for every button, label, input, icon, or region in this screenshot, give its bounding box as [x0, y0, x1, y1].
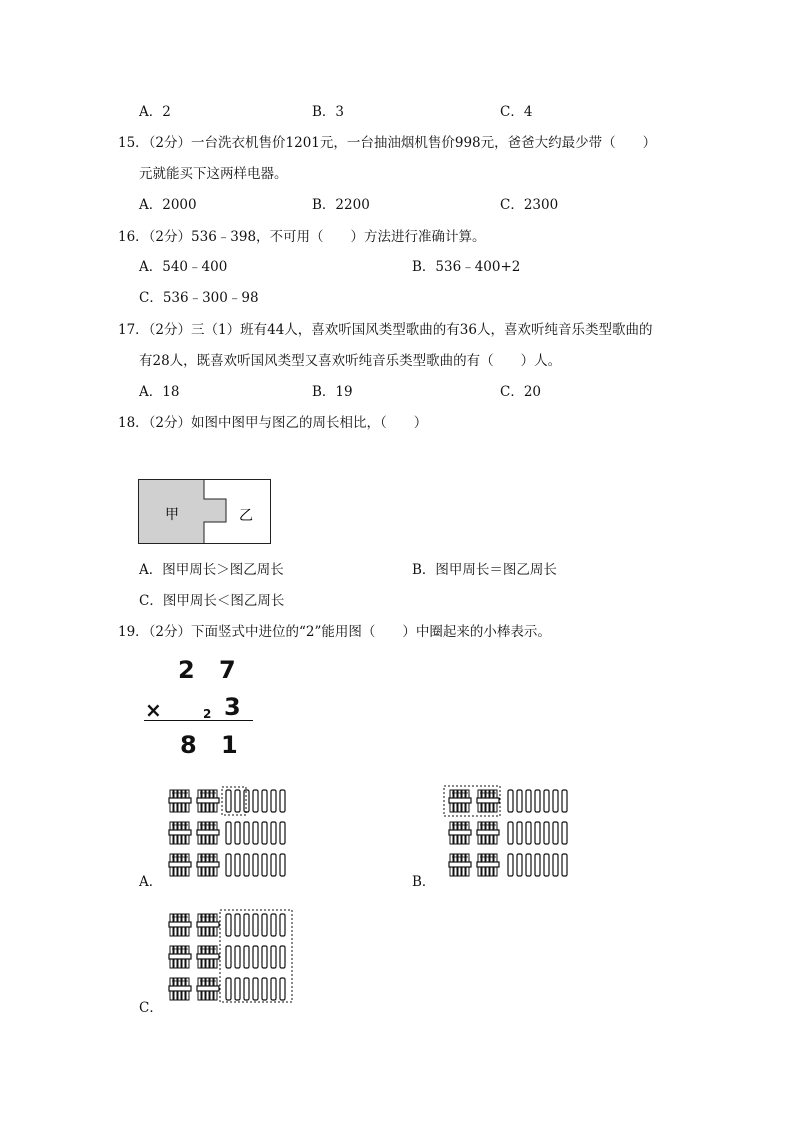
- single-stick: [508, 790, 513, 812]
- stick-bundle: [449, 854, 471, 876]
- single-stick: [526, 822, 531, 844]
- q17-option-b: B．19: [312, 384, 353, 400]
- q19-stem: 19．（2分）下面竖式中进位的“2”能用图（ ）中圈起来的小棒表示。: [118, 624, 551, 640]
- single-stick: [535, 822, 540, 844]
- single-stick: [244, 822, 249, 844]
- stick-bundle: [477, 790, 499, 812]
- single-stick: [253, 854, 258, 876]
- single-stick: [253, 790, 258, 812]
- q17-stem-line1: 17．（2分）三（1）班有44人，喜欢听国风类型歌曲的有36人，喜欢听纯音乐类型歌曲的: [118, 322, 653, 338]
- stick-bundle: [197, 946, 219, 968]
- single-stick: [544, 822, 549, 844]
- single-stick: [517, 854, 522, 876]
- single-stick: [517, 790, 522, 812]
- q14-option-b: B．3: [312, 104, 345, 120]
- stick-bundle: [197, 914, 219, 936]
- carry-digit: 2: [203, 707, 212, 721]
- single-stick: [253, 822, 258, 844]
- single-stick: [262, 822, 267, 844]
- single-stick: [535, 790, 540, 812]
- q16-option-c: C．536﹣300﹣98: [139, 290, 259, 306]
- single-stick: [235, 790, 240, 812]
- single-stick: [553, 854, 558, 876]
- single-stick: [253, 946, 258, 968]
- stick-bundle: [477, 822, 499, 844]
- vertical-result-ones: 1: [221, 731, 238, 759]
- q17-stem-line2: 有28人，既喜欢听国风类型又喜欢听纯音乐类型歌曲的有（ ）人。: [139, 353, 562, 369]
- single-stick: [235, 822, 240, 844]
- stick-bundle: [169, 790, 191, 812]
- single-stick: [262, 946, 267, 968]
- single-stick: [226, 978, 231, 1000]
- single-stick: [544, 854, 549, 876]
- sticks-figure-c: [166, 910, 296, 1006]
- vertical-multiplier: 3: [224, 693, 241, 721]
- single-stick: [544, 790, 549, 812]
- stick-bundle: [449, 822, 471, 844]
- single-stick: [562, 822, 567, 844]
- q16-option-a: A．540﹣400: [139, 259, 228, 275]
- single-stick: [508, 822, 513, 844]
- single-stick: [271, 822, 276, 844]
- stick-bundle: [449, 790, 471, 812]
- single-stick: [271, 978, 276, 1000]
- single-stick: [553, 790, 558, 812]
- stick-bundle: [197, 978, 219, 1000]
- shape-jia-label: 甲: [165, 507, 179, 523]
- stick-bundle: [197, 822, 219, 844]
- single-stick: [262, 978, 267, 1000]
- times-sign: ×: [145, 698, 162, 722]
- single-stick: [226, 946, 231, 968]
- single-stick: [562, 790, 567, 812]
- single-stick: [244, 946, 249, 968]
- single-stick: [280, 978, 285, 1000]
- single-stick: [271, 854, 276, 876]
- single-stick: [271, 946, 276, 968]
- q19-option-a-label: A．: [139, 874, 163, 890]
- single-stick: [262, 790, 267, 812]
- vertical-top-ones: 7: [219, 656, 236, 684]
- single-stick: [253, 914, 258, 936]
- stick-bundle: [169, 946, 191, 968]
- single-stick: [280, 790, 285, 812]
- q17-option-a: A．18: [139, 384, 180, 400]
- q18-option-b: B．图甲周长＝图乙周长: [412, 562, 557, 578]
- single-stick: [226, 914, 231, 936]
- q15-option-c: C．2300: [500, 197, 559, 213]
- stick-bundle: [169, 914, 191, 936]
- stick-bundle: [169, 854, 191, 876]
- single-stick: [244, 914, 249, 936]
- stick-bundle: [197, 854, 219, 876]
- single-stick: [280, 854, 285, 876]
- vertical-top-tens: 2: [178, 656, 195, 684]
- shape-jia: [139, 480, 227, 544]
- single-stick: [244, 854, 249, 876]
- q15-stem-line1: 15．（2分）一台洗衣机售价1201元，一台抽油烟机售价998元，爸爸大约最少带（ ）: [118, 135, 657, 151]
- q15-option-b: B．2200: [312, 197, 370, 213]
- q18-option-c: C．图甲周长＜图乙周长: [139, 593, 285, 609]
- perimeter-figure: [138, 479, 272, 545]
- q19-option-b-label: B．: [412, 874, 436, 890]
- q14-option-c: C．4: [500, 104, 533, 120]
- q14-option-a: A．2: [139, 104, 171, 120]
- single-stick: [535, 854, 540, 876]
- single-stick: [226, 790, 231, 812]
- sticks-figure-a: [166, 786, 296, 882]
- single-stick: [226, 822, 231, 844]
- q15-stem-line2: 元就能买下这两样电器。: [139, 166, 288, 182]
- q18-option-a: A．图甲周长＞图乙周长: [139, 562, 284, 578]
- vertical-rule: [144, 720, 253, 721]
- single-stick: [244, 978, 249, 1000]
- single-stick: [235, 946, 240, 968]
- single-stick: [271, 790, 276, 812]
- vertical-result-tens: 8: [180, 731, 197, 759]
- single-stick: [508, 854, 513, 876]
- single-stick: [280, 914, 285, 936]
- single-stick: [280, 822, 285, 844]
- single-stick: [235, 914, 240, 936]
- single-stick: [526, 790, 531, 812]
- single-stick: [262, 914, 267, 936]
- single-stick: [235, 978, 240, 1000]
- stick-bundle: [169, 978, 191, 1000]
- single-stick: [262, 854, 267, 876]
- single-stick: [562, 854, 567, 876]
- stick-bundle: [169, 822, 191, 844]
- q16-stem: 16．（2分）536﹣398，不可用（ ）方法进行准确计算。: [118, 229, 486, 245]
- single-stick: [235, 854, 240, 876]
- single-stick: [226, 854, 231, 876]
- single-stick: [253, 978, 258, 1000]
- q15-option-a: A．2000: [139, 197, 197, 213]
- single-stick: [517, 822, 522, 844]
- single-stick: [271, 914, 276, 936]
- stick-bundle: [477, 854, 499, 876]
- shape-yi-label: 乙: [239, 508, 253, 524]
- single-stick: [553, 822, 558, 844]
- q18-stem: 18．（2分）如图中图甲与图乙的周长相比，（ ）: [118, 415, 428, 431]
- single-stick: [526, 854, 531, 876]
- single-stick: [280, 946, 285, 968]
- q16-option-b: B．536﹣400+2: [412, 259, 521, 275]
- q17-option-c: C．20: [500, 384, 542, 400]
- stick-bundle: [197, 790, 219, 812]
- q19-option-c-label: C．: [139, 1000, 163, 1016]
- sticks-figure-b: [442, 786, 574, 882]
